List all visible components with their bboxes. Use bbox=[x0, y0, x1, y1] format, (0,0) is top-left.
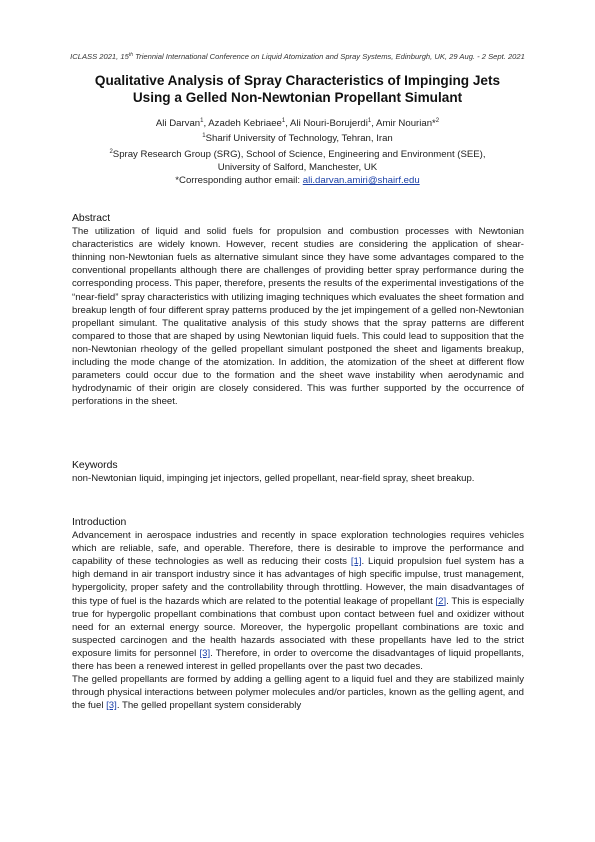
citation-link[interactable]: [3] bbox=[106, 700, 117, 712]
introduction-section bbox=[72, 516, 524, 712]
keywords-text: non-Newtonian liquid, impinging jet injectors, gelled propellant, near-field spray, sheet breakup. bbox=[72, 473, 475, 485]
author-name: , Azadeh Kebriaee bbox=[203, 118, 282, 129]
introduction-paragraph-1 bbox=[72, 529, 524, 673]
abstract-heading: Abstract bbox=[72, 213, 111, 224]
affil-sup: 2 bbox=[109, 148, 113, 155]
email-link[interactable]: ali.darvan.amiri@shairf.edu bbox=[302, 175, 420, 187]
introduction-paragraph-2 bbox=[72, 673, 524, 712]
running-header bbox=[22, 52, 573, 61]
title-line-2: Using a Gelled Non-Newtonian Propellant Simulant bbox=[132, 90, 463, 105]
affiliation-2 bbox=[40, 146, 555, 161]
citation-link[interactable]: [2] bbox=[435, 595, 447, 607]
paragraph-text: The gelled propellants are formed by adding a gelling agent to a liquid fuel and they are stabilized mainly through physical interactions between polymer molecules and/or particles, known as the gelling agent, and the fuel bbox=[72, 674, 524, 712]
affil-text: Spray Research Group (SRG), School of Science, Engineering and Environment (SEE), bbox=[112, 148, 486, 160]
conference-text-rest: Triennial International Conference on Liquid Atomization and Spray Systems, Edinburgh, UK, 29 Aug. - 2 Sept. 2021 bbox=[132, 52, 525, 61]
author-name: Ali Darvan bbox=[155, 118, 201, 129]
title-line-1: Qualitative Analysis of Spray Characteristics of Impinging Jets bbox=[94, 73, 501, 88]
author-affil-sup: 1 bbox=[200, 118, 204, 124]
author-affil-sup: 1 bbox=[281, 118, 286, 124]
affiliation-2-cont: University of Salford, Manchester, UK bbox=[217, 161, 378, 173]
author-affil-sup: 2 bbox=[435, 118, 440, 124]
abstract-section bbox=[72, 212, 524, 408]
author-block bbox=[40, 115, 555, 187]
introduction-heading: Introduction bbox=[72, 517, 127, 528]
author-list bbox=[40, 115, 555, 130]
affil-sup: 1 bbox=[202, 133, 206, 140]
author-name: , Amir Nourian* bbox=[371, 118, 436, 129]
citation-link[interactable]: [1] bbox=[350, 556, 362, 568]
author-name: , Ali Nouri-Borujerdi bbox=[285, 118, 368, 129]
affil-text: Sharif University of Technology, Tehran, Iran bbox=[205, 133, 393, 145]
paragraph-text: . The gelled propellant system considerably bbox=[116, 700, 302, 712]
paragraph-text: . This is especially true for hypergolic propellant combinations that combust upon contact between fuel and oxidizer without need for an external energy source. Moreover, the hypergolic propellant combinations are toxic and suspected carcinogen and the health hazards associated with these propellants have led to the strict exposure limits for personnel bbox=[72, 595, 524, 659]
corresponding-author bbox=[40, 174, 555, 187]
paragraph-text: . Liquid propulsion fuel system has a high demand in air transport industry since it has advantages of high specific impulse, trust management, hypergolicity, proper safety and the controllability through throttling. However, the main disadvantages of this type of fuel is the hazards which are related to the potential leakage of propellant bbox=[72, 556, 524, 607]
paragraph-text: . Therefore, in order to overcome the disadvantages of liquid propellants, there has been a renewed interest in gelled propellants over the past two decades. bbox=[72, 647, 525, 673]
citation-link[interactable]: [3] bbox=[199, 647, 211, 659]
keywords-section bbox=[72, 459, 524, 485]
conference-text: ICLASS 2021, 15 bbox=[70, 52, 129, 61]
paper-title bbox=[40, 72, 555, 106]
author-affil-sup: 1 bbox=[367, 118, 372, 124]
abstract-text: The utilization of liquid and solid fuels for propulsion and combustion processes with Newtonian characteristics are widely known. However, recent studies are considering the application of shear-thinning non-Newtonian fuels as alternative simulant since they have some advantages compared to the conventional propellants although there are challenges of providing better spray performance during the corresponding process. This paper, therefore, presents the results of the experimental investigations of the “near-field” spray characteristics with utilizing imaging techniques which evaluates the sheet formation and breakup length of four different spray patterns produced by the jet impingement of a gelled non-Newtonian propellant simulant. The qualitative analysis of this study shows that the spray patterns are different compared to those that are shaped by using Newtonian liquid fuels. This could lead to supposition that the non-Newtonian rheology of the gelled propellant simulant postponed the sheet and ligaments breakup, including the mode change of the atomization. In addition, the atomization of the sheet at different flow parameters could occur due to the formation and the sheet wave instability when aerodynamic and hydrodynamic of their origin are closely considered. This was further supported by the occurrence of perforations in the sheet. bbox=[72, 226, 524, 408]
corresponding-label: *Corresponding author email: bbox=[175, 175, 303, 187]
ordinal-superscript: th bbox=[128, 52, 133, 58]
keywords-heading: Keywords bbox=[72, 460, 118, 471]
affiliation-1 bbox=[40, 130, 555, 145]
paragraph-text: Advancement in aerospace industries and recently in space exploration technologies requires vehicles which are reliable, safe, and operable. Therefore, there is desirable to improve the performance and capability of these technologies as well as reducing their costs bbox=[72, 530, 524, 568]
